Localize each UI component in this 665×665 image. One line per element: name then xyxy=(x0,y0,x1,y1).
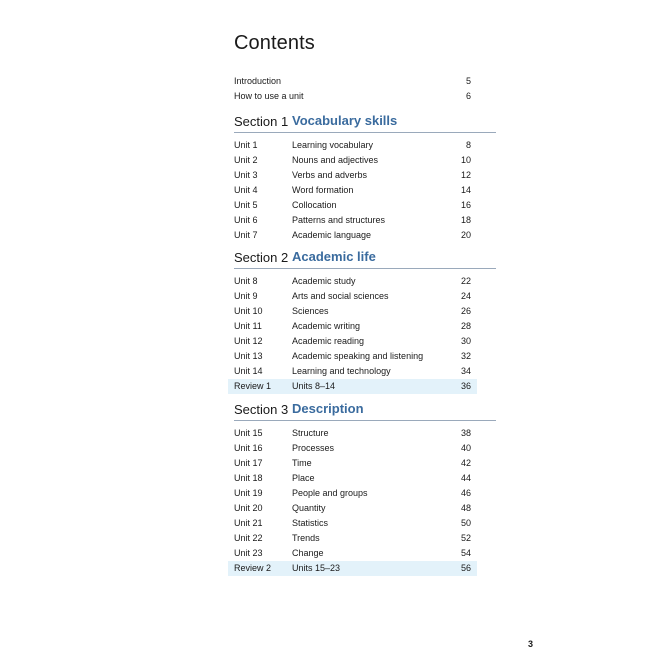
review-title: Units 8–14 xyxy=(292,381,336,391)
unit-label: Unit 6 xyxy=(234,215,258,225)
toc-row[interactable] xyxy=(234,426,471,441)
unit-label: Unit 2 xyxy=(234,155,258,165)
toc-row[interactable] xyxy=(234,289,471,304)
toc-entry-page: 6 xyxy=(465,91,471,101)
unit-list xyxy=(234,274,471,394)
unit-label: Unit 14 xyxy=(234,366,263,376)
toc-row[interactable] xyxy=(234,456,471,471)
toc-row[interactable] xyxy=(234,304,471,319)
section-name: Academic life xyxy=(292,249,376,264)
unit-page: 22 xyxy=(460,276,471,286)
toc-row[interactable] xyxy=(234,183,471,198)
toc-row[interactable] xyxy=(234,319,471,334)
section-3 xyxy=(234,400,496,576)
unit-page: 40 xyxy=(460,443,471,453)
toc-row[interactable] xyxy=(234,471,471,486)
toc-entry-title: Introduction xyxy=(234,76,282,86)
section-label: Section 3 xyxy=(234,402,289,417)
unit-title: Word formation xyxy=(292,185,354,195)
unit-title: Statistics xyxy=(292,518,329,528)
toc-row[interactable] xyxy=(234,153,471,168)
unit-title: Sciences xyxy=(292,306,329,316)
unit-label: Unit 13 xyxy=(234,351,263,361)
unit-page: 16 xyxy=(460,200,471,210)
toc-row[interactable] xyxy=(234,546,471,561)
toc-row[interactable] xyxy=(234,441,471,456)
unit-label: Unit 5 xyxy=(234,200,258,210)
unit-page: 14 xyxy=(460,185,471,195)
section-heading xyxy=(234,112,496,133)
unit-title: Nouns and adjectives xyxy=(292,155,379,165)
toc-row[interactable] xyxy=(234,274,471,289)
section-name: Vocabulary skills xyxy=(292,113,398,128)
unit-list xyxy=(234,138,471,243)
unit-page: 42 xyxy=(460,458,471,468)
unit-label: Unit 23 xyxy=(234,548,263,558)
toc-row[interactable] xyxy=(234,531,471,546)
unit-page: 8 xyxy=(465,140,471,150)
unit-label: Unit 21 xyxy=(234,518,263,528)
toc-row[interactable] xyxy=(234,198,471,213)
toc-row[interactable] xyxy=(234,349,471,364)
unit-label: Unit 17 xyxy=(234,458,263,468)
section-label: Section 2 xyxy=(234,250,289,265)
unit-title: Quantity xyxy=(292,503,326,513)
unit-title: Academic language xyxy=(292,230,372,240)
unit-title: Processes xyxy=(292,443,335,453)
unit-page: 12 xyxy=(460,170,471,180)
section-heading xyxy=(234,248,496,269)
unit-page: 50 xyxy=(460,518,471,528)
unit-list xyxy=(234,426,471,576)
unit-title: Arts and social sciences xyxy=(292,291,389,301)
intro-list xyxy=(234,74,471,104)
section-name: Description xyxy=(292,401,364,416)
toc-row[interactable] xyxy=(234,334,471,349)
unit-label: Unit 9 xyxy=(234,291,258,301)
unit-page: 24 xyxy=(460,291,471,301)
unit-page: 18 xyxy=(460,215,471,225)
review-page: 56 xyxy=(460,563,471,573)
unit-title: Academic study xyxy=(292,276,356,286)
unit-title: Collocation xyxy=(292,200,337,210)
unit-label: Unit 12 xyxy=(234,336,263,346)
unit-page: 38 xyxy=(460,428,471,438)
unit-title: Academic reading xyxy=(292,336,365,346)
unit-page: 10 xyxy=(460,155,471,165)
toc-row[interactable] xyxy=(234,501,471,516)
toc-entry-page: 5 xyxy=(465,76,471,86)
toc-row[interactable] xyxy=(234,213,471,228)
unit-label: Unit 15 xyxy=(234,428,263,438)
unit-title: Change xyxy=(292,548,324,558)
unit-label: Unit 4 xyxy=(234,185,258,195)
unit-page: 34 xyxy=(460,366,471,376)
unit-label: Unit 8 xyxy=(234,276,258,286)
unit-title: Patterns and structures xyxy=(292,215,386,225)
toc-row[interactable] xyxy=(234,486,471,501)
unit-label: Unit 1 xyxy=(234,140,258,150)
unit-label: Unit 10 xyxy=(234,306,263,316)
unit-title: Time xyxy=(292,458,312,468)
unit-page: 32 xyxy=(460,351,471,361)
toc-row[interactable] xyxy=(234,228,471,243)
unit-page: 44 xyxy=(460,473,471,483)
review-label: Review 1 xyxy=(234,381,272,391)
toc-row[interactable] xyxy=(234,138,471,153)
page-number: 3 xyxy=(528,639,534,649)
unit-label: Unit 11 xyxy=(234,321,262,331)
toc-row[interactable] xyxy=(234,364,471,379)
unit-label: Unit 22 xyxy=(234,533,263,543)
unit-title: Academic writing xyxy=(292,321,361,331)
unit-label: Unit 19 xyxy=(234,488,263,498)
unit-title: Learning and technology xyxy=(292,366,391,376)
unit-title: Trends xyxy=(292,533,320,543)
unit-page: 48 xyxy=(460,503,471,513)
section-label: Section 1 xyxy=(234,114,289,129)
unit-label: Unit 18 xyxy=(234,473,263,483)
toc-entry-title: How to use a unit xyxy=(234,91,304,101)
unit-title: People and groups xyxy=(292,488,368,498)
section-1 xyxy=(234,112,496,243)
toc-row[interactable] xyxy=(234,516,471,531)
unit-page: 52 xyxy=(460,533,471,543)
toc-row[interactable] xyxy=(234,168,471,183)
toc-row[interactable] xyxy=(234,74,471,89)
unit-page: 28 xyxy=(460,321,471,331)
unit-title: Place xyxy=(292,473,315,483)
page-title: Contents xyxy=(234,32,315,54)
unit-page: 54 xyxy=(460,548,471,558)
unit-title: Verbs and adverbs xyxy=(292,170,368,180)
review-label: Review 2 xyxy=(234,563,272,573)
unit-page: 20 xyxy=(460,230,471,240)
unit-label: Unit 3 xyxy=(234,170,258,180)
unit-label: Unit 20 xyxy=(234,503,263,513)
unit-page: 26 xyxy=(460,306,471,316)
unit-title: Structure xyxy=(292,428,329,438)
unit-title: Learning vocabulary xyxy=(292,140,374,150)
unit-label: Unit 16 xyxy=(234,443,263,453)
review-page: 36 xyxy=(460,381,471,391)
unit-label: Unit 7 xyxy=(234,230,258,240)
review-row[interactable] xyxy=(228,379,477,394)
section-2 xyxy=(234,248,496,394)
unit-title: Academic speaking and listening xyxy=(292,351,424,361)
review-title: Units 15–23 xyxy=(292,563,341,573)
unit-page: 30 xyxy=(460,336,471,346)
unit-page: 46 xyxy=(460,488,471,498)
section-heading xyxy=(234,400,496,421)
review-row[interactable] xyxy=(228,561,477,576)
toc-row[interactable] xyxy=(234,89,471,104)
